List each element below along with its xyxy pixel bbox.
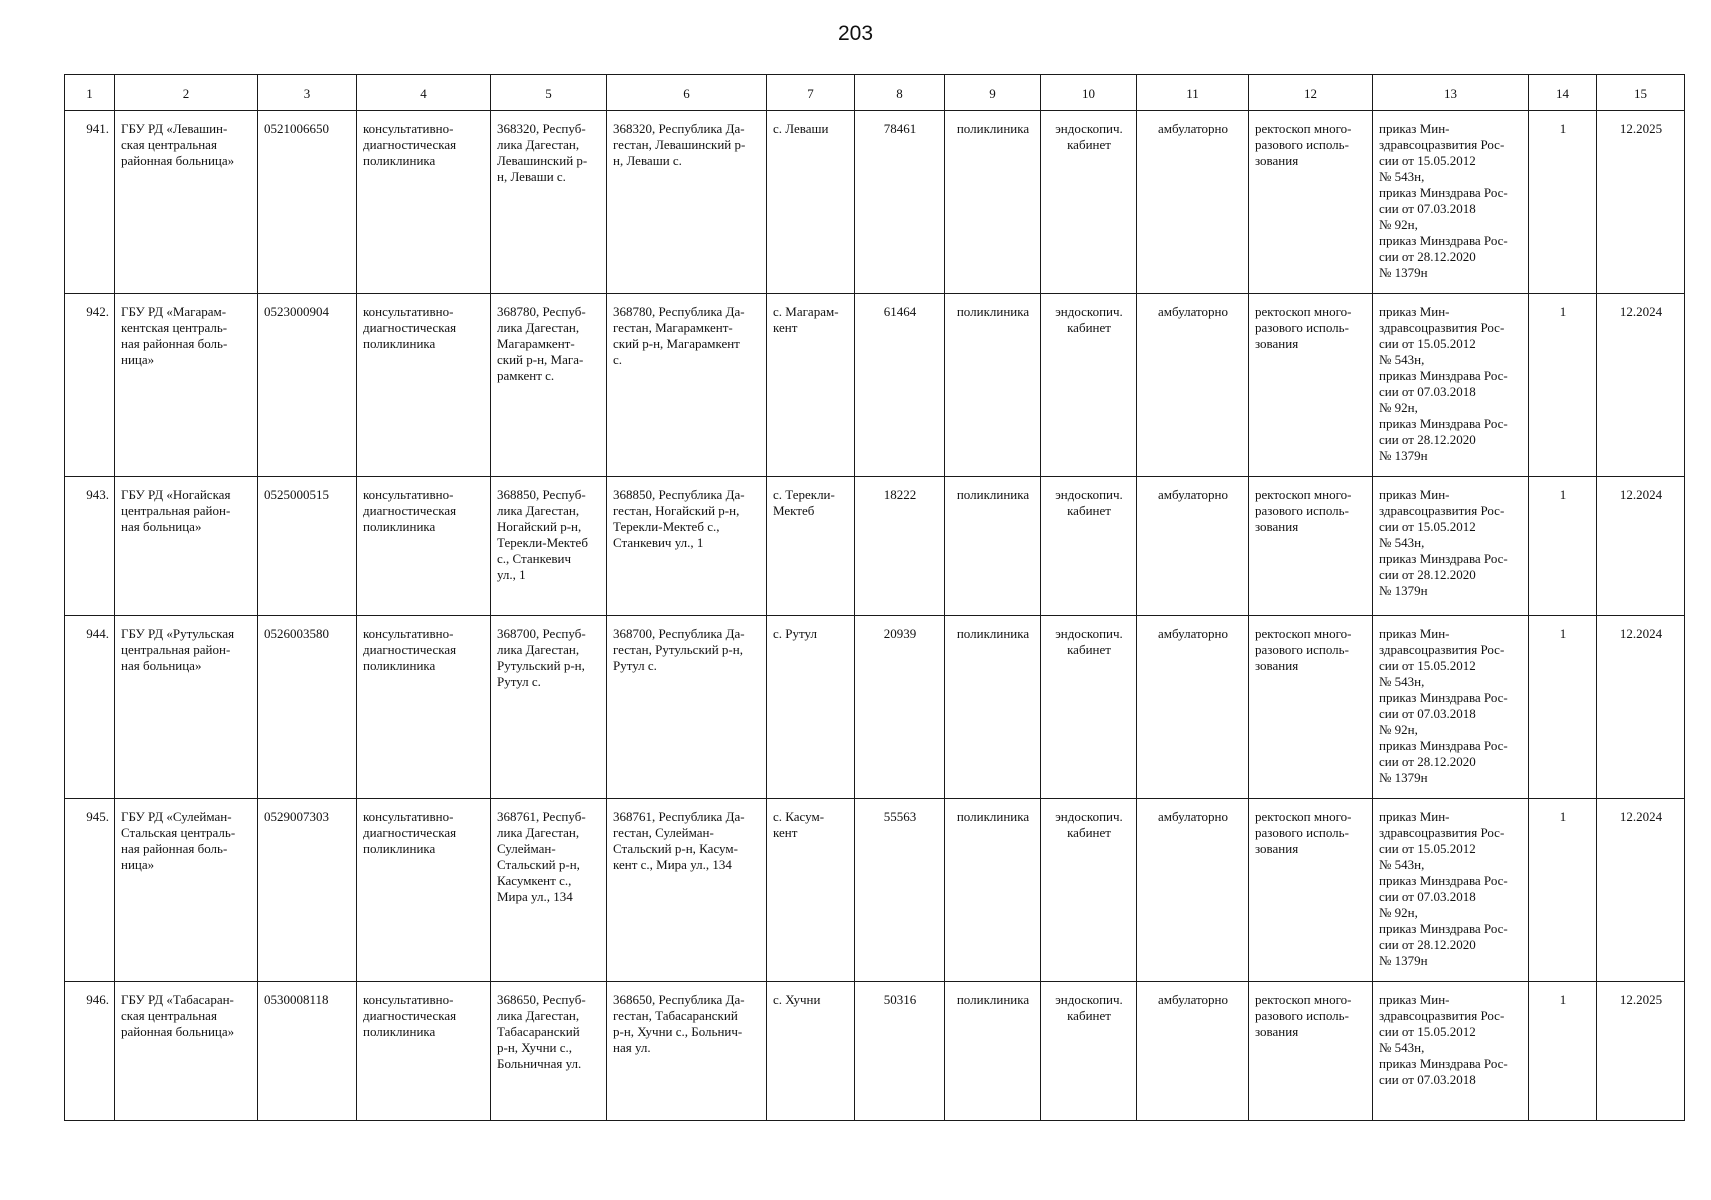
actual-address: 368850, Республика Да- гестан, Ногайский р-н, Терекли-Мектеб с., Станкевич ул., 1: [607, 477, 767, 616]
unit-type: поликлиника: [945, 799, 1041, 982]
room-type: эндоскопич. кабинет: [1041, 616, 1137, 799]
care-mode: амбулаторно: [1137, 982, 1249, 1121]
table-row: [65, 111, 1685, 294]
care-mode: амбулаторно: [1137, 616, 1249, 799]
row-number: 943.: [65, 477, 115, 616]
row-number: 945.: [65, 799, 115, 982]
quantity: 1: [1529, 294, 1597, 477]
device-name: ректоскоп много- разового исполь- зования: [1249, 477, 1373, 616]
quantity: 1: [1529, 477, 1597, 616]
column-header: 6: [607, 75, 767, 111]
regulatory-orders: приказ Мин- здравсоцразвития Рос- сии от 15.05.2012 № 543н, приказ Минздрава Рос- сии от 28.12.2020 № 1379н: [1373, 477, 1529, 616]
column-header: 12: [1249, 75, 1373, 111]
equipment-register-table: [64, 74, 1685, 1121]
register-rows: [65, 111, 1685, 1121]
organization-code: 0529007303: [258, 799, 357, 982]
locality: с. Терекли- Мектеб: [767, 477, 855, 616]
delivery-date: 12.2025: [1597, 982, 1685, 1121]
facility-type: консультативно- диагностическая поликлиника: [357, 294, 491, 477]
room-type: эндоскопич. кабинет: [1041, 111, 1137, 294]
organization-name: ГБУ РД «Магарам- кентская централь- ная районная боль- ница»: [115, 294, 258, 477]
actual-address: 368700, Республика Да- гестан, Рутульский р-н, Рутул с.: [607, 616, 767, 799]
legal-address: 368850, Респуб- лика Дагестан, Ногайский р-н, Терекли-Мектеб с., Станкевич ул., 1: [491, 477, 607, 616]
organization-name: ГБУ РД «Сулейман- Стальская централь- ная районная боль- ница»: [115, 799, 258, 982]
unit-type: поликлиника: [945, 294, 1041, 477]
facility-type: консультативно- диагностическая поликлиника: [357, 477, 491, 616]
facility-type: консультативно- диагностическая поликлиника: [357, 799, 491, 982]
facility-type: консультативно- диагностическая поликлиника: [357, 616, 491, 799]
delivery-date: 12.2024: [1597, 294, 1685, 477]
table-row: [65, 616, 1685, 799]
organization-name: ГБУ РД «Левашин- ская центральная районная больница»: [115, 111, 258, 294]
row-number: 941.: [65, 111, 115, 294]
delivery-date: 12.2024: [1597, 799, 1685, 982]
locality: с. Леваши: [767, 111, 855, 294]
room-type: эндоскопич. кабинет: [1041, 799, 1137, 982]
table-row: [65, 799, 1685, 982]
device-name: ректоскоп много- разового исполь- зования: [1249, 982, 1373, 1121]
regulatory-orders: приказ Мин- здравсоцразвития Рос- сии от 15.05.2012 № 543н, приказ Минздрава Рос- сии от 07.03.2018 № 92н, приказ Минздрава Рос- сии от 28.12.2020 № 1379н: [1373, 616, 1529, 799]
organization-code: 0525000515: [258, 477, 357, 616]
organization-name: ГБУ РД «Рутульская центральная район- ная больница»: [115, 616, 258, 799]
regulatory-orders: приказ Мин- здравсоцразвития Рос- сии от 15.05.2012 № 543н, приказ Минздрава Рос- сии от 07.03.2018: [1373, 982, 1529, 1121]
organization-code: 0530008118: [258, 982, 357, 1121]
legal-address: 368780, Респуб- лика Дагестан, Магарамкент- ский р-н, Мага- рамкент с.: [491, 294, 607, 477]
device-name: ректоскоп много- разового исполь- зования: [1249, 799, 1373, 982]
table-row: [65, 294, 1685, 477]
care-mode: амбулаторно: [1137, 294, 1249, 477]
locality-code: 78461: [855, 111, 945, 294]
regulatory-orders: приказ Мин- здравсоцразвития Рос- сии от 15.05.2012 № 543н, приказ Минздрава Рос- сии от 07.03.2018 № 92н, приказ Минздрава Рос- сии от 28.12.2020 № 1379н: [1373, 799, 1529, 982]
room-type: эндоскопич. кабинет: [1041, 982, 1137, 1121]
device-name: ректоскоп много- разового исполь- зования: [1249, 294, 1373, 477]
column-header: 2: [115, 75, 258, 111]
locality-code: 20939: [855, 616, 945, 799]
regulatory-orders: приказ Мин- здравсоцразвития Рос- сии от 15.05.2012 № 543н, приказ Минздрава Рос- сии от 07.03.2018 № 92н, приказ Минздрава Рос- сии от 28.12.2020 № 1379н: [1373, 111, 1529, 294]
actual-address: 368780, Республика Да- гестан, Магарамкент- ский р-н, Магарамкент с.: [607, 294, 767, 477]
quantity: 1: [1529, 111, 1597, 294]
column-header: 13: [1373, 75, 1529, 111]
column-header: 9: [945, 75, 1041, 111]
register-sheet: [64, 74, 1663, 1121]
locality-code: 50316: [855, 982, 945, 1121]
column-header: 4: [357, 75, 491, 111]
room-type: эндоскопич. кабинет: [1041, 477, 1137, 616]
locality-code: 18222: [855, 477, 945, 616]
column-header: 15: [1597, 75, 1685, 111]
locality: с. Касум- кент: [767, 799, 855, 982]
actual-address: 368761, Республика Да- гестан, Сулейман- Стальский р-н, Касум- кент с., Мира ул., 134: [607, 799, 767, 982]
unit-type: поликлиника: [945, 477, 1041, 616]
column-header: 5: [491, 75, 607, 111]
column-header: 1: [65, 75, 115, 111]
care-mode: амбулаторно: [1137, 111, 1249, 294]
legal-address: 368650, Респуб- лика Дагестан, Табасаранский р-н, Хучни с., Больничная ул.: [491, 982, 607, 1121]
column-header: 11: [1137, 75, 1249, 111]
delivery-date: 12.2024: [1597, 477, 1685, 616]
locality-code: 61464: [855, 294, 945, 477]
column-header: 10: [1041, 75, 1137, 111]
quantity: 1: [1529, 799, 1597, 982]
quantity: 1: [1529, 982, 1597, 1121]
organization-name: ГБУ РД «Табасаран- ская центральная районная больница»: [115, 982, 258, 1121]
quantity: 1: [1529, 616, 1597, 799]
actual-address: 368650, Республика Да- гестан, Табасаранский р-н, Хучни с., Больнич- ная ул.: [607, 982, 767, 1121]
facility-type: консультативно- диагностическая поликлиника: [357, 111, 491, 294]
row-number: 944.: [65, 616, 115, 799]
unit-type: поликлиника: [945, 982, 1041, 1121]
organization-code: 0521006650: [258, 111, 357, 294]
regulatory-orders: приказ Мин- здравсоцразвития Рос- сии от 15.05.2012 № 543н, приказ Минздрава Рос- сии от 07.03.2018 № 92н, приказ Минздрава Рос- сии от 28.12.2020 № 1379н: [1373, 294, 1529, 477]
unit-type: поликлиника: [945, 616, 1041, 799]
legal-address: 368320, Респуб- лика Дагестан, Левашинский р- н, Леваши с.: [491, 111, 607, 294]
delivery-date: 12.2024: [1597, 616, 1685, 799]
actual-address: 368320, Республика Да- гестан, Левашинский р- н, Леваши с.: [607, 111, 767, 294]
column-header: 3: [258, 75, 357, 111]
locality: с. Магарам- кент: [767, 294, 855, 477]
column-header: 14: [1529, 75, 1597, 111]
locality-code: 55563: [855, 799, 945, 982]
care-mode: амбулаторно: [1137, 799, 1249, 982]
column-number-row: [65, 75, 1685, 111]
column-header: 8: [855, 75, 945, 111]
table-row: [65, 982, 1685, 1121]
page-number: 203: [837, 22, 874, 45]
legal-address: 368761, Респуб- лика Дагестан, Сулейман- Стальский р-н, Касумкент с., Мира ул., 134: [491, 799, 607, 982]
care-mode: амбулаторно: [1137, 477, 1249, 616]
delivery-date: 12.2025: [1597, 111, 1685, 294]
room-type: эндоскопич. кабинет: [1041, 294, 1137, 477]
device-name: ректоскоп много- разового исполь- зования: [1249, 111, 1373, 294]
organization-code: 0523000904: [258, 294, 357, 477]
legal-address: 368700, Респуб- лика Дагестан, Рутульский р-н, Рутул с.: [491, 616, 607, 799]
unit-type: поликлиника: [945, 111, 1041, 294]
row-number: 942.: [65, 294, 115, 477]
table-row: [65, 477, 1685, 616]
locality: с. Хучни: [767, 982, 855, 1121]
facility-type: консультативно- диагностическая поликлиника: [357, 982, 491, 1121]
row-number: 946.: [65, 982, 115, 1121]
organization-name: ГБУ РД «Ногайская центральная район- ная больница»: [115, 477, 258, 616]
locality: с. Рутул: [767, 616, 855, 799]
device-name: ректоскоп много- разового исполь- зования: [1249, 616, 1373, 799]
organization-code: 0526003580: [258, 616, 357, 799]
column-header: 7: [767, 75, 855, 111]
